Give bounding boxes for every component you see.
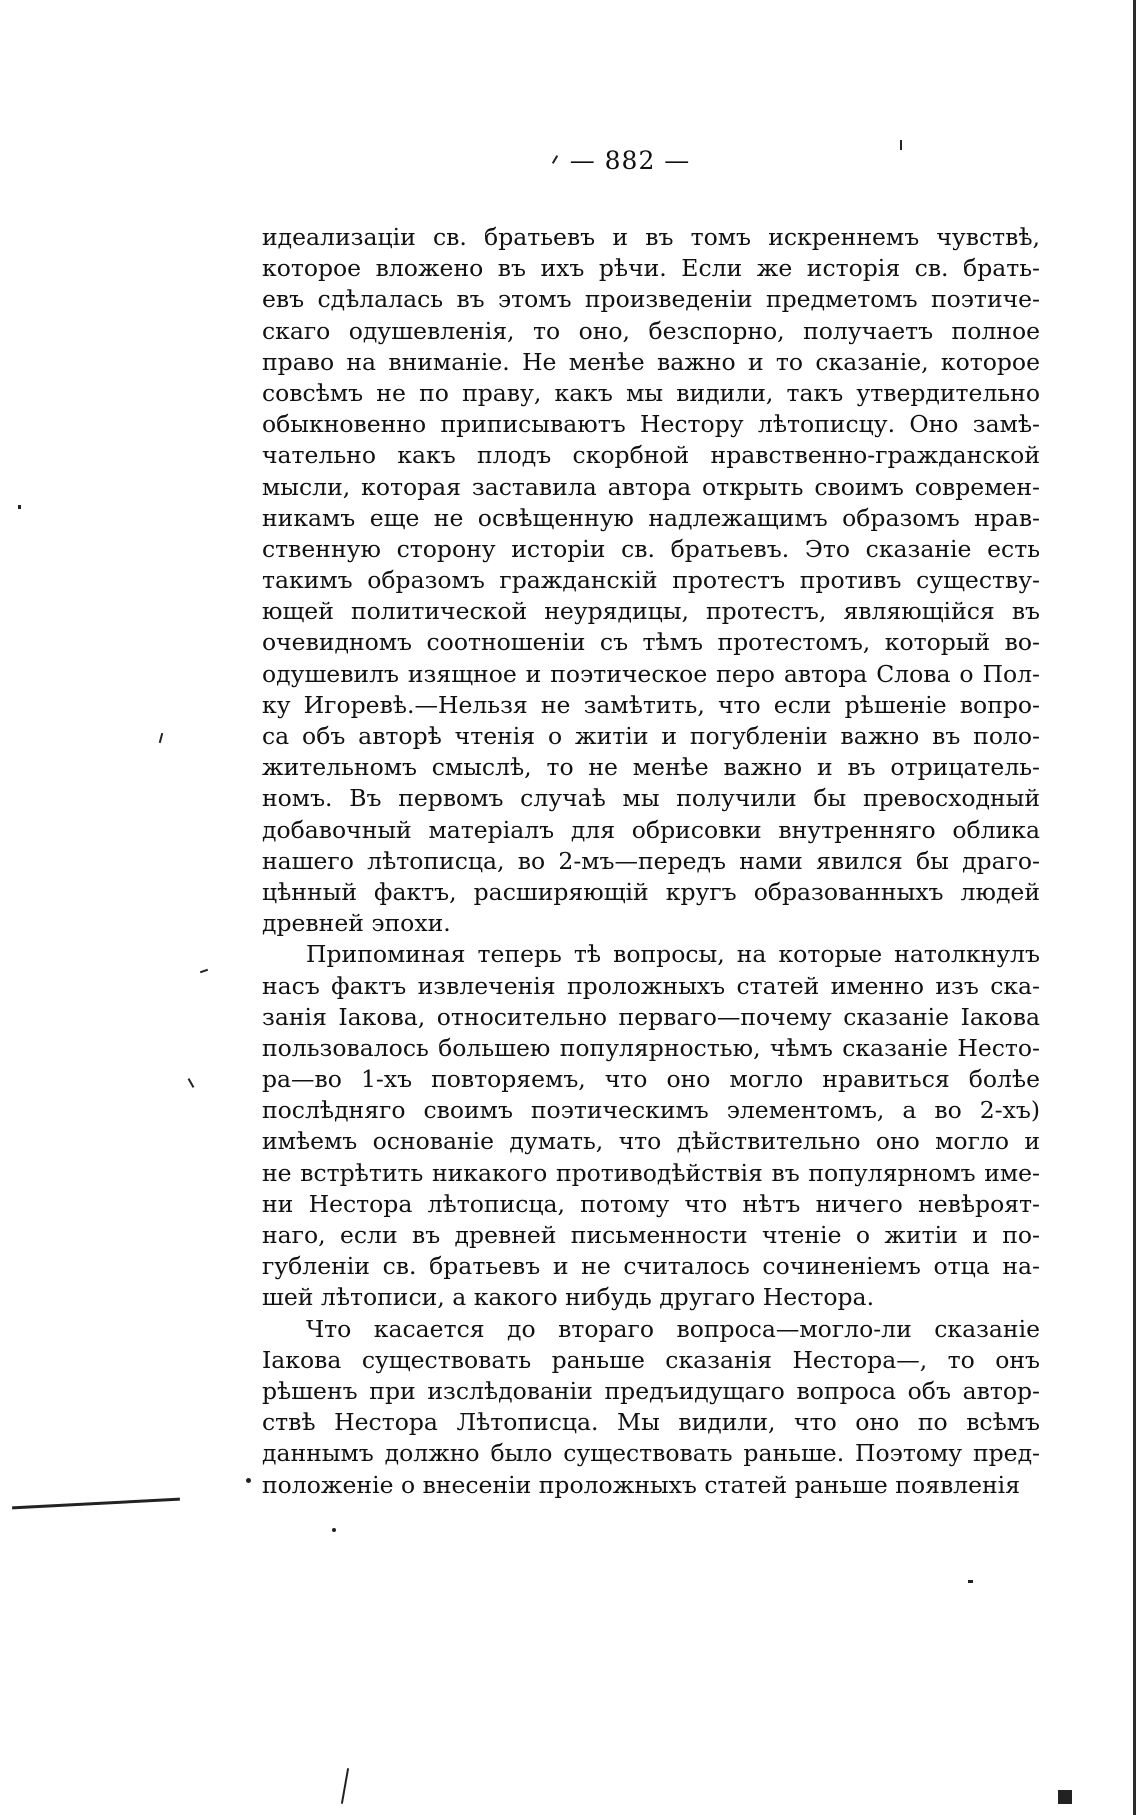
- text-line: номъ. Въ первомъ случаѣ мы получили бы превосходный: [262, 784, 1040, 813]
- text-line: ющей политической неурядицы, протестъ, являющійся въ: [262, 597, 1040, 626]
- text-line: положеніе о внесеніи проложныхъ статей раньше появленія: [262, 1470, 1021, 1499]
- scan-mark-corner: [1058, 1790, 1072, 1804]
- text-line: шей лѣтописи, а какого нибудь другаго Нестора.: [262, 1283, 875, 1312]
- scan-dot: [968, 1580, 973, 1583]
- text-line: совсѣмъ не по праву, какъ мы видили, такъ утвердительно: [262, 378, 1040, 407]
- scan-border-line: [1133, 0, 1136, 1815]
- text-line: са объ авторѣ чтенія о житіи и погубленіи важно въ поло-: [262, 722, 1040, 750]
- text-line: древней эпохи.: [262, 909, 451, 938]
- text-line: Что касается до втораго вопроса—могло-ли сказаніе: [306, 1314, 1040, 1343]
- text-line: евъ сдѣлалась въ этомъ произведеніи предметомъ поэтиче-: [262, 285, 1040, 314]
- body-text: [262, 222, 1040, 1501]
- text-line: занія Іакова, относительно перваго—почему сказаніе Іакова: [262, 1002, 1040, 1031]
- text-line: мысли, которая заставила автора открыть своимъ современ-: [262, 472, 1040, 501]
- text-line: не встрѣтить никакого противодѣйствія въ популярномъ име-: [262, 1158, 1040, 1187]
- scan-dot: [332, 1528, 336, 1532]
- text-line: ра—во 1-хъ повторяемъ, что оно могло нравиться болѣе: [262, 1065, 1040, 1094]
- text-line: ни Нестора лѣтописца, потому что нѣтъ ничего невѣроят-: [262, 1189, 1040, 1218]
- text-line: такимъ образомъ гражданскій протестъ противъ существу-: [262, 566, 1040, 595]
- scan-stroke-left: [12, 1498, 180, 1510]
- scan-tick: [159, 733, 164, 743]
- text-line: обыкновенно приписываютъ Нестору лѣтописцу. Оно замѣ-: [262, 410, 1040, 439]
- text-line: имѣемъ основаніе думать, что дѣйствительно оно могло и: [262, 1127, 1040, 1156]
- scan-dot: [246, 1478, 251, 1483]
- text-line: даннымъ должно было существовать раньше. Поэтому пред-: [262, 1439, 1040, 1468]
- text-line: ственную сторону исторіи св. братьевъ. Это сказаніе есть: [262, 534, 1040, 563]
- text-line: никамъ еще не освѣщенную надлежащимъ образомъ нрав-: [262, 503, 1040, 532]
- text-line: послѣдняго своимъ поэтическимъ элементомъ, а во 2-хъ): [262, 1096, 1040, 1125]
- text-line: очевидномъ соотношеніи съ тѣмъ протестомъ, который во-: [262, 628, 1040, 657]
- scan-tick: [341, 1768, 349, 1804]
- text-line: губленіи св. братьевъ и не считалось сочиненіемъ отца на-: [262, 1252, 1040, 1281]
- page-number: — 882 —: [569, 146, 691, 175]
- text-line: Припоминая теперь тѣ вопросы, на которые натолкнулъ: [306, 940, 1040, 969]
- text-line: одушевилъ изящное и поэтическое перо автора Слова о Пол-: [262, 659, 1040, 688]
- text-line: которое вложено въ ихъ рѣчи. Если же исторія св. брать-: [262, 254, 1040, 283]
- text-line: наго, если въ древней письменности чтеніе о житіи и по-: [262, 1221, 1040, 1249]
- text-line: пользовалось большею популярностью, чѣмъ сказаніе Несто-: [262, 1033, 1040, 1062]
- text-line: ствѣ Нестора Лѣтописца. Мы видили, что оно по всѣмъ: [262, 1408, 1040, 1437]
- text-line: чательно какъ плодъ скорбной нравственно-гражданской: [262, 441, 1040, 470]
- text-line: скаго одушевленія, то оно, безспорно, получаетъ полное: [262, 316, 1040, 345]
- scan-tick: [200, 969, 208, 974]
- text-line: идеализаціи св. братьевъ и въ томъ искреннемъ чувствѣ,: [262, 223, 1040, 251]
- text-line: добавочный матеріалъ для обрисовки внутренняго облика: [262, 815, 1040, 844]
- text-line: нашего лѣтописца, во 2-мъ—передъ нами явился бы драго-: [262, 846, 1040, 875]
- scan-tick: [188, 1078, 195, 1088]
- text-line: цѣнный фактъ, расширяющій кругъ образованныхъ людей: [262, 877, 1040, 906]
- scan-dot: [18, 505, 21, 509]
- text-line: насъ фактъ извлеченія проложныхъ статей именно изъ ска-: [262, 971, 1040, 1000]
- scan-tick: [900, 140, 902, 150]
- text-line: Іакова существовать раньше сказанія Нестора—, то онъ: [262, 1345, 1040, 1374]
- text-line: право на вниманіе. Не менѣе важно и то сказаніе, которое: [262, 347, 1040, 376]
- text-line: ку Игоревѣ.—Нельзя не замѣтить, что если рѣшеніе вопро-: [262, 690, 1040, 719]
- text-line: рѣшенъ при изслѣдованіи предъидущаго вопроса объ автор-: [262, 1376, 1040, 1405]
- text-line: жительномъ смыслѣ, то не менѣе важно и въ отрицатель-: [262, 753, 1040, 782]
